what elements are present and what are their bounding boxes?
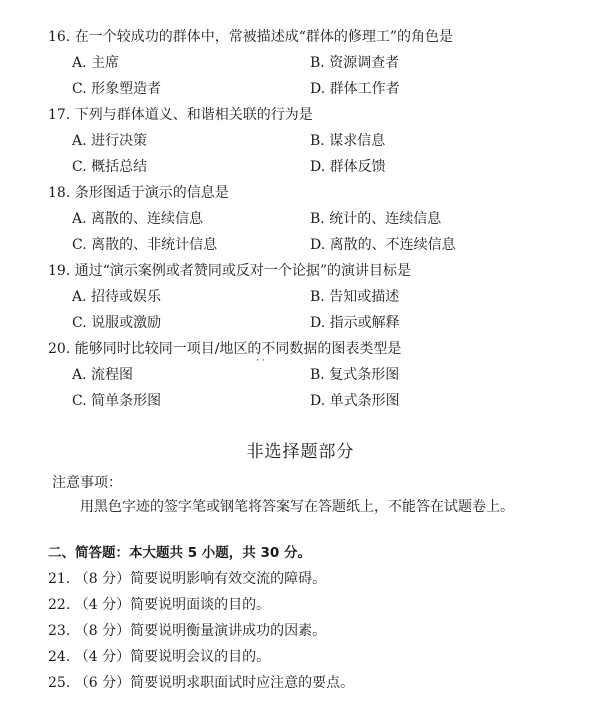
question-18-stem: 18. 条形图适于演示的信息是	[48, 185, 229, 201]
question-16-option-a: A. 主席	[72, 55, 120, 71]
question-18-option-d: D. 离散的、不连续信息	[310, 237, 456, 253]
notice-body: 用黑色字迹的签字笔或钢笔将答案写在答题纸上，不能答在试题卷上。	[80, 499, 514, 515]
question-17-option-b: B. 谋求信息	[310, 133, 386, 149]
question-16-option-c: C. 形象塑造者	[72, 81, 162, 97]
short-answer-24: 24. （4 分）简要说明会议的目的。	[48, 649, 271, 665]
question-20-option-a: A. 流程图	[72, 367, 134, 383]
question-20-stem: 20. 能够同时比较同一项目/地区的不同数据的图表类型是	[48, 341, 402, 357]
part-two-title: 二、简答题：本大题共 5 小题，共 30 分。	[48, 545, 311, 561]
question-20-option-d: D. 单式条形图	[310, 393, 400, 409]
question-20-option-c: C. 简单条形图	[72, 393, 162, 409]
section-title: 非选择题部分	[246, 442, 355, 462]
notice-title: 注意事项：	[52, 475, 122, 491]
question-19-option-d: D. 指示或解释	[310, 315, 400, 331]
question-19-option-c: C. 说服或激励	[72, 315, 162, 331]
question-16-stem: 16. 在一个较成功的群体中，常被描述成“群体的修理工”的角色是	[48, 29, 454, 45]
question-16-option-b: B. 资源调查者	[310, 55, 400, 71]
question-17-option-a: A. 进行决策	[72, 133, 148, 149]
question-19-option-a: A. 招待或娱乐	[72, 289, 162, 305]
question-17-option-d: D. 群体反馈	[310, 159, 386, 175]
short-answer-25: 25. （6 分）简要说明求职面试时应注意的要点。	[48, 675, 355, 691]
short-answer-23: 23. （8 分）简要说明衡量演讲成功的因素。	[48, 623, 327, 639]
short-answer-21: 21. （8 分）简要说明影响有效交流的障碍。	[48, 571, 327, 587]
question-20-option-b: B. 复式条形图	[310, 367, 400, 383]
question-18-option-b: B. 统计的、连续信息	[310, 211, 442, 227]
question-18-option-c: C. 离散的、非统计信息	[72, 237, 218, 253]
question-17-option-c: C. 概括总结	[72, 159, 148, 175]
question-18-option-a: A. 离散的、连续信息	[72, 211, 204, 227]
emphasis-dots: · ·	[256, 356, 265, 366]
question-19-stem: 19. 通过“演示案例或者赞同或反对一个论据”的演讲目标是	[48, 263, 412, 279]
question-16-option-d: D. 群体工作者	[310, 81, 400, 97]
question-17-stem: 17. 下列与群体道义、和谐相关联的行为是	[48, 107, 313, 123]
short-answer-22: 22. （4 分）简要说明面谈的目的。	[48, 597, 271, 613]
question-19-option-b: B. 告知或描述	[310, 289, 400, 305]
